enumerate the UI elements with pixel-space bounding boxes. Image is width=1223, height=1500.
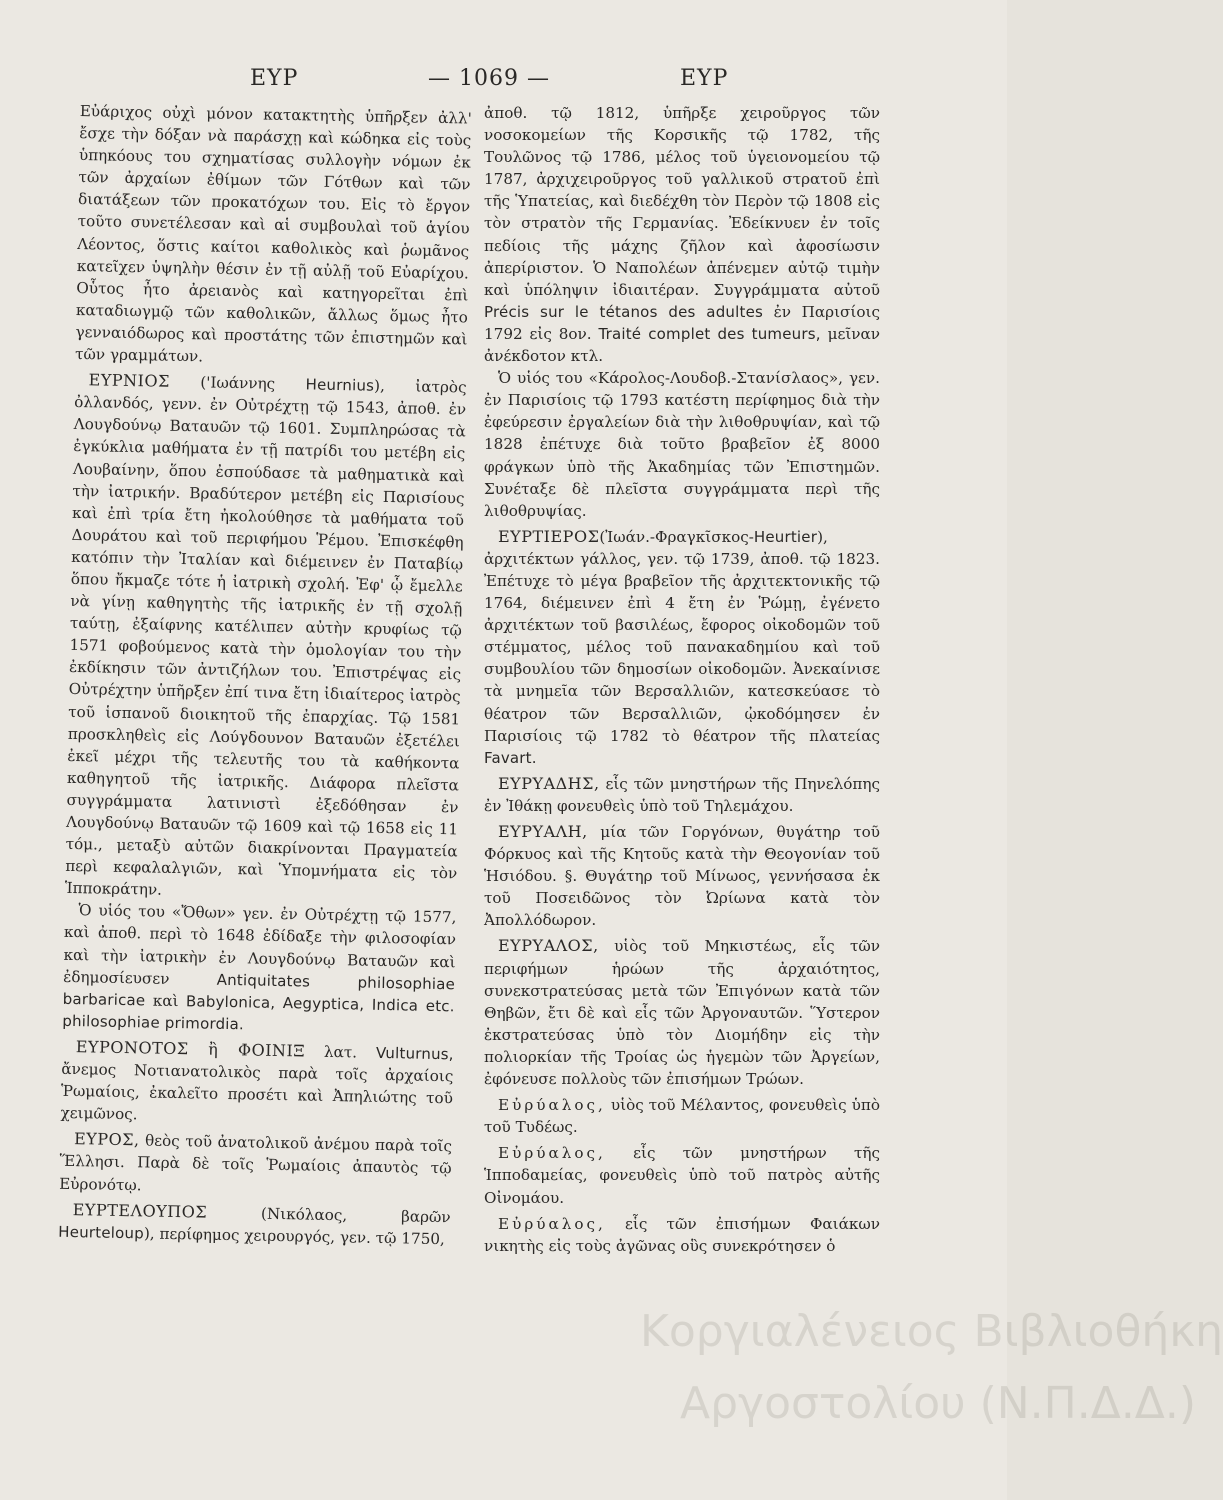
entry-euronotos xyxy=(60,1036,454,1132)
entry-euryalos-2 xyxy=(484,1094,880,1138)
header-left-catchword: ΕΥΡ xyxy=(250,66,299,91)
entry-continuation xyxy=(484,102,880,367)
entry-lemma: ΕΥΡΥΑΛΟΣ, xyxy=(498,936,599,956)
entry-lemma: ΕΥΡΟΣ, xyxy=(73,1129,140,1150)
entry-text: θεὸς τοῦ ἀνατολικοῦ ἀνέμου παρὰ τοῖς Ἕλλησι. Παρὰ δὲ τοῖς Ῥωμαίοις ἀπαυτὸς τῷ Εὐρονότῳ. xyxy=(59,1131,453,1194)
entry-text: καὶ xyxy=(145,991,187,1010)
entry-heurteloup xyxy=(58,1198,451,1250)
entry-lemma: ΕΥΡΤΕΛΟΥΠΟΣ xyxy=(72,1199,208,1222)
page-number: — 1069 — xyxy=(428,66,550,91)
entry-text: (Νικόλαος, βαρῶν xyxy=(206,1203,451,1226)
entry-text: εἷς τῶν μνηστήρων τῆς Πηνελόπης ἐν Ἰθάκῃ φονευθεὶς ὑπὸ τοῦ Τηλεμάχου. xyxy=(484,774,880,815)
entry-text: μεῖναν ἀνέκδοτον κτλ. xyxy=(484,324,880,366)
entry-heurnius-son xyxy=(62,899,456,1039)
library-watermark-line2 xyxy=(680,1372,1197,1436)
entry-text: εἷς τῶν ἐπισήμων Φαιάκων νικητὴς εἰς τοὺς ἀγῶνας οὓς συνεκρότησεν ὁ xyxy=(484,1214,880,1255)
entry-text: ), περίφημος χειρουργός, γεν. τῷ 1750, xyxy=(143,1224,446,1248)
entry-text: ), ἰατρὸς ὀλλανδός, γενν. ἐν Οὐτρέχτῃ τῷ 1543, ἀποθ. ἐν Λουγδούνῳ Βαταυῶν τῷ 1601. Συμπληρώσας τὰ ἐγκύκλια μαθήματα ἐν τῇ πατρίδι του μετέβη εἰς Λουβαίνην, ὅπου ἐσπούδασε τὰ μαθηματικὰ καὶ τὴν ἰατρικήν. Βραδύτερον μετέβη εἰς Παρισίους καὶ ἐπὶ τρία ἔτη ἠκολούθησε τὰ μαθήματα τοῦ Δουράτου καὶ τοῦ περιφήμου Ῥέμου. Ἐπισκέφθη κατόπιν τὴν Ἰταλίαν καὶ διέμεινεν ἐν Παταβίῳ ὅπου ἤκμαζε τότε ἡ ἰατρικὴ σχολή. Ἐφ' ᾧ ἔμελλε νὰ γίνῃ καθηγητὴς τῆς ἰατρικῆς ἐν τῇ σχολῇ ταύτῃ, ἐξαίφνης κατέλιπεν αὐτὴν κρυφίως τῷ 1571 φοβούμενος κατὰ τὴν ὁμολογίαν του τὴν ἐκδίκησιν τῶν ἀντιζήλων του. Ἐπιστρέψας εἰς Οὐτρέχτην ὑπῆρξεν ἐπί τινα ἔτη ἰδιαίτερος ἰατρὸς τοῦ ἱσπανοῦ διοικητοῦ τῆς ἐπαρχίας. Τῷ 1581 προσκληθεὶς εἰς Λούγδουνον Βαταυῶν ἐξετέλει ἐκεῖ μέχρι τῆς τελευτῆς του τὰ καθήκοντα καθηγητοῦ τῆς ἰατρικῆς. Διάφορα πλεῖστα συγγράμματα λατινιστὶ ἐξεδόθησαν ἐν Λουγδούνῳ Βαταυῶν τῷ 1609 καὶ τῷ 1658 εἰς 11 τόμ., μεταξὺ αὐτῶν διακρίνονται Πραγματεία περὶ κεφαλαλγιῶν, καὶ Ὑπομνήματα εἰς τὸν Ἱπποκράτην. xyxy=(64,376,467,899)
latin-name: Vulturnus, xyxy=(375,1043,454,1064)
entry-euryale xyxy=(484,821,880,931)
entry-text: υἱὸς τοῦ Μηκιστέως, εἷς τῶν περιφήμων ἡρώων τῆς ἀρχαιότητος, συνεκστρατεύσας μετὰ τῶν Ἐπιγόνων κατὰ τῶν Θηβῶν, ἔτι δὲ καὶ εἷς τῶν Ἀργοναυτῶν. Ὕστερον ἐκστρατεύσας ὑπὸ τὸν Διομήδην εἰς τὴν πολιορκίαν τῆς Τροίας ὡς ἡγεμὼν τῶν Ἀργείων, ἐφόνευσε πολλοὺς τῶν ἐπισήμων Τρώων. xyxy=(484,937,880,1089)
entry-lemma: Εὐρύαλος, xyxy=(498,1096,606,1115)
latin-title: Antiquitates philosophiae barbaricae xyxy=(62,970,456,1010)
running-head xyxy=(0,66,1007,100)
entry-heurtier xyxy=(484,526,880,769)
header-right-catchword: ΕΥΡ xyxy=(680,66,729,91)
right-column xyxy=(484,102,880,1257)
entry-euryalos xyxy=(484,935,880,1090)
entry-lemma: ΕΥΡΝΙΟΣ xyxy=(88,370,171,391)
latin-title: Traité complet des tumeurs, xyxy=(598,324,821,343)
entry-euryalos-3 xyxy=(484,1142,880,1208)
entry-heurnius xyxy=(65,369,467,907)
entry-euryades xyxy=(484,773,880,817)
entry-lemma: ΕΥΡΥΑΔΗΣ, xyxy=(498,773,600,793)
watermark-line: Κοργιαλένειος Βιβλιοθήκη xyxy=(640,1306,1223,1357)
watermark-line: Αργοστολίου (Ν.Π.Δ.Δ.) xyxy=(680,1378,1197,1429)
entry-text: (Ἰωάν.-Φραγκῖσκος- xyxy=(599,527,754,546)
entry-text: λατ. xyxy=(304,1042,377,1062)
entry-lemma: Εὐρύαλος, xyxy=(498,1214,606,1233)
entry-text: υἱὸς τοῦ Μέλαντος, φονευθεὶς ὑπὸ τοῦ Τυδέως. xyxy=(484,1096,880,1137)
entry-lemma: Εὐρύαλος, xyxy=(498,1144,606,1163)
latin-title: Babylonica, Aegyptica, Indica etc. philosophiae primordia. xyxy=(62,991,455,1034)
entry-lemma: ΕΥΡΟΝΟΤΟΣ ἢ ΦΟΙΝΙΞ xyxy=(75,1037,306,1061)
entry-text: ἐν Παρισίοις 1792 εἰς 8ον. xyxy=(484,302,880,343)
latin-name: Heurnius xyxy=(305,375,375,395)
latin-title: Précis sur le tétanos des adultes xyxy=(484,302,764,321)
latin-name: Favart. xyxy=(484,748,537,767)
latin-name: Heurtier xyxy=(753,527,818,546)
entry-text: ), ἀρχιτέκτων γάλλος, γεν. τῷ 1739, ἀποθ. τῷ 1823. Ἐπέτυχε τὸ μέγα βραβεῖον τῆς ἀρχιτεκτονικῆς τῷ 1764, διέμεινεν ἐπὶ 4 ἔτη ἐν Ῥώμῃ, ἐγένετο ἀρχιτέκτων τοῦ βασιλέως, ἔφορος οἰκοδομῶν τοῦ στέμματος, μέλος τοῦ πανακαδημίου καὶ τοῦ συμβουλίου τῶν δημοσίων οἰκοδομῶν. Ἀνεκαίνισε τὰ μνημεῖα τῶν Βερσαλλιῶν, κατεσκεύασε τὸ θέατρον τῶν Βερσαλλιῶν, ᾠκοδόμησεν ἐν Παρισίοις τῷ 1782 τὸ θέατρον τῆς πλατείας xyxy=(484,527,880,745)
entry-euros xyxy=(59,1128,452,1202)
left-column xyxy=(58,100,472,1250)
library-watermark xyxy=(640,1300,1223,1364)
entry-text: ('Ιωάννης xyxy=(200,373,306,394)
entry-text: μία τῶν Γοργόνων, θυγάτηρ τοῦ Φόρκυος καὶ τῆς Κητοῦς κατὰ τὴν Θεογονίαν τοῦ Ἡσιόδου. §. Θυγάτηρ τοῦ Μίνωος, γεννήσασα ἐκ τοῦ Ποσειδῶνος τὸν Ὠρίωνα κατὰ τὸν Ἀπολλόδωρον. xyxy=(484,823,880,930)
entry-lemma: ΕΥΡΤΙΕΡΟΣ xyxy=(498,526,600,546)
entry-continuation: Εὐάριχος οὐχὶ μόνον κατακτητὴς ὑπῆρξεν ἀλλ' ἔσχε τὴν δόξαν νὰ παράσχῃ καὶ κώδηκα εἰς τοὺς ὑπηκόους του σχηματίσας συλλογὴν νόμων ἐκ τῶν ἀρχαίων ἐθίμων τῶν Γότθων καὶ τῶν διατάξεων τῶν προκατόχων του. Εἰς τὸ ἔργον τοῦτο συνετέλεσαν καὶ αἱ συμβουλαὶ τοῦ ἁγίου Λέοντος, ὅστις καίτοι καθολικὸς καὶ ῥωμᾶνος κατεῖχεν ὑψηλὴν θέσιν ἐν τῇ αὐλῇ τοῦ Εὐαρίχου. Οὗτος ἦτο ἀρειανὸς καὶ κατηγορεῖται ἐπὶ καταδιωγμῷ τῶν καθολικῶν, ἄλλως ὅμως ἦτο γενναιόδωρος καὶ προστάτης τῶν ἐπιστημῶν καὶ τῶν γραμμάτων. xyxy=(74,101,472,366)
entry-text: εἷς τῶν μνηστήρων τῆς Ἱπποδαμείας, φονευθεὶς ὑπὸ τοῦ πατρὸς αὐτῆς Οἰνομάου. xyxy=(484,1144,880,1207)
entry-lemma: ΕΥΡΥΑΛΗ, xyxy=(498,822,588,841)
entry-text: ἀποθ. τῷ 1812, ὑπῆρξε χειροῦργος τῶν νοσοκομείων τῆς Κορσικῆς τῷ 1782, τῆς Τουλῶνος τῷ 1786, μέλος τοῦ ὑγειονομείου τῷ 1787, ἀρχιχειροῦργος τοῦ γαλλικοῦ στρατοῦ ἐπὶ τῆς Ὑπατείας, καὶ διεδέχθη τὸν Περὸν τῷ 1808 εἰς τὸν στρατὸν τῆς Γερμανίας. Ἐδείκνυεν ἐν τοῖς πεδίοις τῆς μάχης ζῆλον καὶ ἀφοσίωσιν ἀπερίριστον. Ὁ Ναπολέων ἀπένεμεν αὐτῷ τιμὴν καὶ ὑπόληψιν ἰδιαιτέραν. Συγγράμματα αὐτοῦ xyxy=(484,104,880,299)
entry-text: ἄνεμος Νοτιανατολικὸς παρὰ τοῖς ἀρχαίοις Ῥωμαίοις, ἐκαλεῖτο προσέτι καὶ Ἀπηλιώτης τοῦ χειμῶνος. xyxy=(60,1059,454,1124)
latin-name: Heurteloup xyxy=(58,1222,145,1243)
entry-text: Ὁ υἱός του «Ὄθων» γεν. ἐν Οὐτρέχτῃ τῷ 1577, καὶ ἀποθ. περὶ τὸ 1648 ἐδίδαξε τὴν φιλοσοφίαν καὶ τὴν ἰατρικὴν ἐν Λουγδούνῳ Βαταυῶν καὶ ἐδημοσίευσεν xyxy=(62,901,457,989)
entry-euryalos-4 xyxy=(484,1213,880,1257)
entry-heurteloup-son: Ὁ υἱός του «Κάρολος-Λουδοβ.-Στανίσλαος», γεν. ἐν Παρισίοις τῷ 1793 κατέστη περίφημος διὰ τὴν ἐφεύρεσιν ἐργαλείων διὰ τὴν λιθοθρυψίαν, καὶ τῷ 1828 ἐπέτυχε διὰ τοῦτο βραβεῖον ἐξ 8000 φράγκων ὑπὸ τῆς Ἀκαδημίας τῶν Ἐπιστημῶν. Συνέταξε δὲ πλεῖστα συγγράμματα περὶ τῆς λιθοθρυψίας. xyxy=(484,369,880,520)
